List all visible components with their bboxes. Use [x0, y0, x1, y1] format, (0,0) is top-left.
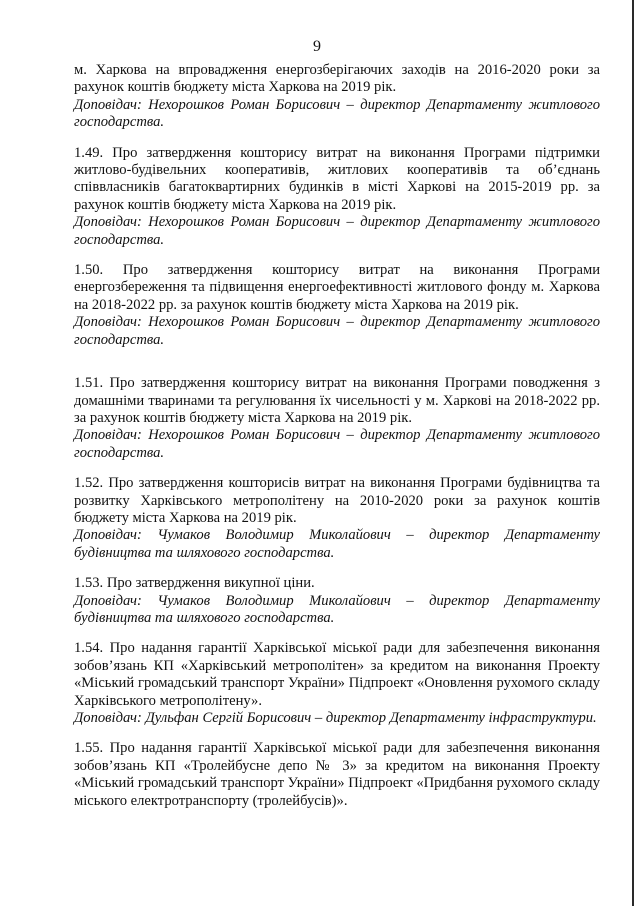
page-number: 9: [313, 38, 321, 55]
agenda-item-1-54: [74, 640, 600, 727]
agenda-item-1-51: [74, 375, 600, 462]
agenda-item-text: 1.53. Про затвердження викупної ціни.: [74, 575, 315, 592]
agenda-item-reporter: Доповідач: Нехорошков Роман Борисович – директор Департаменту житлового господарства.: [74, 427, 600, 461]
agenda-item-1-53: [74, 575, 600, 627]
agenda-item-reporter: Доповідач: Нехорошков Роман Борисович – директор Департаменту житлового господарства.: [74, 96, 600, 131]
agenda-item-continuation: [74, 62, 600, 132]
agenda-item-reporter: Доповідач: Нехорошков Роман Борисович – директор Департаменту житлового господарства.: [74, 214, 600, 248]
agenda-item-text: 1.54. Про надання гарантії Харківської міської ради для забезпечення виконання зобов’язань КП «Харківський метрополітен» за кредитом на виконання Проекту «Міський громадський транспорт України» Підпроект «Оновлення рухомого складу Харківського метрополітену».: [74, 640, 600, 709]
agenda-item-1-52: [74, 475, 600, 562]
agenda-item-text: 1.52. Про затвердження кошторисів витрат на виконання Програми будівництва та розвитку Харківського метрополітену на 2010-2020 роки за рахунок коштів бюджету міста Харкова на 2019 рік.: [74, 475, 600, 526]
agenda-item-reporter: Доповідач: Нехорошков Роман Борисович – директор Департаменту житлового господарства.: [74, 314, 600, 348]
agenda-item-reporter: Доповідач: Дульфан Сергій Борисович – директор Департаменту інфраструктури.: [74, 710, 597, 726]
agenda-item-1-49: [74, 145, 600, 249]
agenda-item-text: м. Харкова на впровадження енергозберігаючих заходів на 2016-2020 роки за рахунок коштів бюджету міста Харкова на 2019 рік.: [74, 62, 600, 96]
agenda-item-text: 1.55. Про надання гарантії Харківської міської ради для забезпечення виконання зобов’язань КП «Тролейбусне депо № 3» за кредитом на виконання Проекту «Міський громадський транспорт України» Підпроект «Придбання рухомого складу міського електротранспорту (тролейбусів)».: [74, 740, 600, 809]
agenda-item-text: 1.49. Про затвердження кошторису витрат на виконання Програми підтримки житлово-будівельних кооперативів, житлових кооперативів та об’єднань співвласників багатоквартирних будинків в місті Харкові на 2015-2019 рр. за рахунок коштів бюджету міста Харкова на 2019 рік.: [74, 144, 600, 213]
agenda-item-text: 1.50. Про затвердження кошторису витрат на виконання Програми енергозбереження та підвищення енергоефективності житлового фонду м. Харкова на 2018-2022 рр. за рахунок коштів бюджету міста Харкова на 2019 рік.: [74, 262, 600, 313]
agenda-item-text: 1.51. Про затвердження кошторису витрат на виконання Програми поводження з домашніми тваринами та регулювання їх чисельності у м. Харкові на 2018-2022 рр. за рахунок коштів бюджету міста Харкова на 2019 рік.: [74, 375, 600, 426]
agenda-item-reporter: Доповідач: Чумаков Володимир Миколайович – директор Департаменту будівництва та шляхового господарства.: [74, 592, 600, 626]
agenda-item-reporter: Доповідач: Чумаков Володимир Миколайович – директор Департаменту будівництва та шляхового господарства.: [74, 527, 600, 561]
agenda-item-1-55: [74, 740, 600, 810]
agenda-item-1-50: [74, 262, 600, 349]
